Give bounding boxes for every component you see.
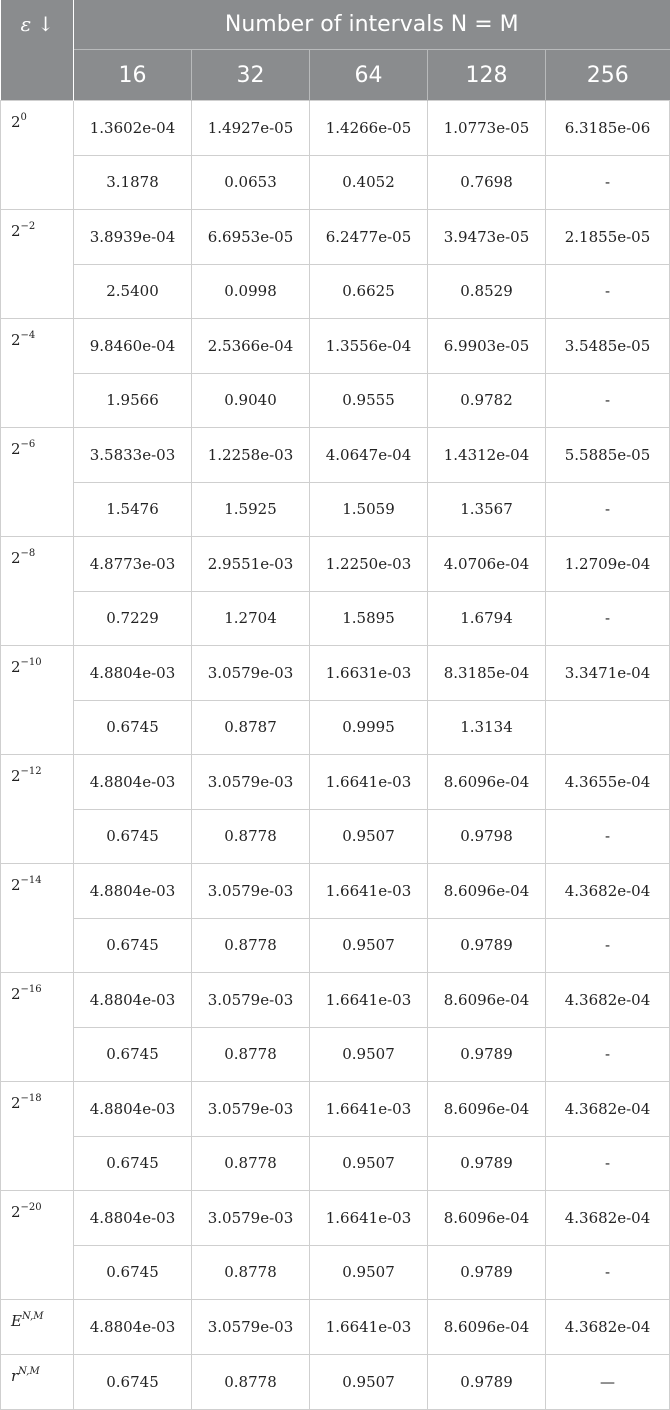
rate-cell: 0.4052	[310, 155, 428, 210]
epsilon-error-row	[1, 755, 670, 810]
error-cell: 1.2709e-04	[546, 537, 670, 592]
rate-cell: 0.8778	[192, 809, 310, 864]
epsilon-rate-row	[1, 1245, 670, 1300]
rate-cell: 3.1878	[74, 155, 192, 210]
epsilon-label	[1, 1082, 74, 1137]
error-cell: 6.3185e-06	[546, 101, 670, 156]
max-error-cell: 8.6096e-04	[428, 1300, 546, 1355]
epsilon-label-empty	[1, 482, 74, 537]
epsilon-rate-row	[1, 918, 670, 973]
epsilon-error-row	[1, 1082, 670, 1137]
epsilon-exponent: −6	[20, 439, 36, 450]
rate-cell: -	[546, 809, 670, 864]
epsilon-label-empty	[1, 373, 74, 428]
error-cell: 4.8773e-03	[74, 537, 192, 592]
epsilon-exponent: 0	[20, 112, 27, 123]
epsilon-base: 2	[11, 985, 21, 1003]
max-error-row	[1, 1300, 670, 1355]
rate-cell: 0.8778	[192, 1355, 310, 1410]
epsilon-label-empty	[1, 1245, 74, 1300]
rate-cell: 0.6745	[74, 700, 192, 755]
epsilon-label	[1, 428, 74, 483]
rate-cell: 1.5925	[192, 482, 310, 537]
rate-cell: 0.9789	[428, 1136, 546, 1191]
epsilon-rate-row	[1, 373, 670, 428]
epsilon-rate-row	[1, 482, 670, 537]
error-cell: 5.5885e-05	[546, 428, 670, 483]
error-cell: 3.3471e-04	[546, 646, 670, 701]
epsilon-label-empty	[1, 700, 74, 755]
epsilon-rate-row	[1, 155, 670, 210]
error-cell: 6.9903e-05	[428, 319, 546, 374]
error-cell: 1.3602e-04	[74, 101, 192, 156]
max-error-symbol: E	[11, 1312, 22, 1330]
error-cell: 1.2258e-03	[192, 428, 310, 483]
rate-cell: 0.8778	[192, 1136, 310, 1191]
error-cell: 4.3682e-04	[546, 973, 670, 1028]
epsilon-error-row	[1, 537, 670, 592]
error-cell: 4.3655e-04	[546, 755, 670, 810]
error-cell: 6.2477e-05	[310, 210, 428, 265]
error-cell: 2.5366e-04	[192, 319, 310, 374]
epsilon-exponent: −12	[20, 766, 42, 777]
error-cell: 3.0579e-03	[192, 1082, 310, 1137]
epsilon-label	[1, 1191, 74, 1246]
epsilon-exponent: −8	[20, 548, 36, 559]
error-cell: 3.9473e-05	[428, 210, 546, 265]
rate-cell: 0.9507	[310, 1027, 428, 1082]
epsilon-base: 2	[11, 1094, 21, 1112]
error-cell: 8.3185e-04	[428, 646, 546, 701]
rate-cell: 0.9798	[428, 809, 546, 864]
error-cell: 1.6641e-03	[310, 864, 428, 919]
rate-cell: 0.9789	[428, 1355, 546, 1410]
rate-cell	[546, 700, 670, 755]
error-cell: 3.0579e-03	[192, 973, 310, 1028]
n-header-256: 256	[546, 50, 670, 101]
rate-cell: 0.0998	[192, 264, 310, 319]
error-cell: 1.2250e-03	[310, 537, 428, 592]
max-error-cell: 3.0579e-03	[192, 1300, 310, 1355]
max-error-cell: 1.6641e-03	[310, 1300, 428, 1355]
epsilon-label-empty	[1, 809, 74, 864]
max-error-cell: 4.8804e-03	[74, 1300, 192, 1355]
rate-cell: 0.8529	[428, 264, 546, 319]
intervals-group-header: Number of intervals N = M	[74, 0, 670, 50]
rate-cell: -	[546, 1027, 670, 1082]
rate-cell: 0.9782	[428, 373, 546, 428]
epsilon-label	[1, 319, 74, 374]
rate-cell: 2.5400	[74, 264, 192, 319]
epsilon-label	[1, 973, 74, 1028]
error-cell: 1.6641e-03	[310, 1082, 428, 1137]
epsilon-exponent: −10	[20, 657, 42, 668]
epsilon-rate-row	[1, 264, 670, 319]
rate-cell: 0.7698	[428, 155, 546, 210]
epsilon-label	[1, 864, 74, 919]
table-header	[1, 0, 670, 101]
rate-cell: -	[546, 155, 670, 210]
rate-cell: 1.2704	[192, 591, 310, 646]
error-cell: 3.0579e-03	[192, 755, 310, 810]
rate-row-summary	[1, 1355, 670, 1410]
n-header-128: 128	[428, 50, 546, 101]
error-cell: 4.8804e-03	[74, 646, 192, 701]
error-cell: 8.6096e-04	[428, 864, 546, 919]
epsilon-label	[1, 755, 74, 810]
error-cell: 1.0773e-05	[428, 101, 546, 156]
error-cell: 4.3682e-04	[546, 1191, 670, 1246]
epsilon-exponent: −4	[20, 330, 36, 341]
error-cell: 4.3682e-04	[546, 1082, 670, 1137]
rate-cell: 1.3567	[428, 482, 546, 537]
epsilon-symbol: ε	[20, 12, 32, 36]
rate-cell: -	[546, 264, 670, 319]
error-cell: 3.8939e-04	[74, 210, 192, 265]
rate-cell: 1.9566	[74, 373, 192, 428]
rate-cell: -	[546, 918, 670, 973]
error-cell: 4.8804e-03	[74, 973, 192, 1028]
rate-cell: 1.3134	[428, 700, 546, 755]
rate-cell: 0.9789	[428, 918, 546, 973]
error-cell: 8.6096e-04	[428, 973, 546, 1028]
rate-cell: 0.6625	[310, 264, 428, 319]
down-arrow-icon: ↓	[37, 12, 54, 36]
epsilon-exponent: −20	[20, 1202, 42, 1213]
rate-cell: 1.5895	[310, 591, 428, 646]
epsilon-error-row	[1, 319, 670, 374]
rate-cell: 1.5476	[74, 482, 192, 537]
error-cell: 4.3682e-04	[546, 864, 670, 919]
epsilon-error-row	[1, 210, 670, 265]
epsilon-base: 2	[11, 549, 21, 567]
rate-cell: 0.8778	[192, 1027, 310, 1082]
rate-cell: 0.9507	[310, 1245, 428, 1300]
error-cell: 8.6096e-04	[428, 1191, 546, 1246]
rate-cell: 0.9789	[428, 1245, 546, 1300]
error-cell: 3.5833e-03	[74, 428, 192, 483]
error-cell: 1.6641e-03	[310, 973, 428, 1028]
error-cell: 1.4927e-05	[192, 101, 310, 156]
epsilon-exponent: −16	[20, 984, 42, 995]
epsilon-error-row	[1, 646, 670, 701]
error-cell: 3.0579e-03	[192, 646, 310, 701]
epsilon-base: 2	[11, 331, 21, 349]
epsilon-label	[1, 646, 74, 701]
epsilon-rate-row	[1, 700, 670, 755]
rate-cell: —	[546, 1355, 670, 1410]
epsilon-rate-row	[1, 591, 670, 646]
rate-cell: 0.9507	[310, 809, 428, 864]
rate-cell: 0.6745	[74, 1355, 192, 1410]
rate-cell: 0.8778	[192, 918, 310, 973]
table-body	[1, 101, 670, 1410]
epsilon-base: 2	[11, 440, 21, 458]
error-cell: 4.0647e-04	[310, 428, 428, 483]
epsilon-rate-row	[1, 809, 670, 864]
epsilon-base: 2	[11, 767, 21, 785]
epsilon-label-empty	[1, 591, 74, 646]
error-cell: 4.8804e-03	[74, 1082, 192, 1137]
epsilon-label-empty	[1, 1136, 74, 1191]
epsilon-base: 2	[11, 876, 21, 894]
max-error-cell: 4.3682e-04	[546, 1300, 670, 1355]
epsilon-label	[1, 210, 74, 265]
epsilon-error-row	[1, 864, 670, 919]
epsilon-label	[1, 101, 74, 156]
epsilon-base: 2	[11, 222, 21, 240]
error-cell: 8.6096e-04	[428, 1082, 546, 1137]
error-cell: 4.8804e-03	[74, 864, 192, 919]
rate-cell: 0.9555	[310, 373, 428, 428]
rate-cell: 1.5059	[310, 482, 428, 537]
n-header-64: 64	[310, 50, 428, 101]
error-cell: 1.6641e-03	[310, 1191, 428, 1246]
epsilon-error-row	[1, 101, 670, 156]
error-cell: 3.0579e-03	[192, 1191, 310, 1246]
epsilon-exponent: −2	[20, 221, 36, 232]
rate-label	[1, 1355, 74, 1410]
rate-cell: 0.6745	[74, 809, 192, 864]
rate-cell: 0.6745	[74, 1245, 192, 1300]
epsilon-base: 2	[11, 1203, 21, 1221]
error-cell: 1.6631e-03	[310, 646, 428, 701]
rate-cell: 0.9507	[310, 1136, 428, 1191]
n-header-16: 16	[74, 50, 192, 101]
epsilon-base: 2	[11, 658, 21, 676]
rate-symbol: r	[11, 1367, 19, 1385]
rate-cell: -	[546, 1136, 670, 1191]
epsilon-column-header	[1, 0, 74, 101]
epsilon-rate-row	[1, 1136, 670, 1191]
error-cell: 3.5485e-05	[546, 319, 670, 374]
epsilon-label	[1, 537, 74, 592]
epsilon-exponent: −18	[20, 1093, 42, 1104]
rate-cell: 0.9507	[310, 1355, 428, 1410]
rate-cell: 0.8787	[192, 700, 310, 755]
rate-cell: -	[546, 591, 670, 646]
max-error-label	[1, 1300, 74, 1355]
epsilon-rate-row	[1, 1027, 670, 1082]
rate-cell: 0.6745	[74, 1136, 192, 1191]
error-cell: 9.8460e-04	[74, 319, 192, 374]
error-cell: 8.6096e-04	[428, 755, 546, 810]
epsilon-error-row	[1, 973, 670, 1028]
rate-cell: 0.6745	[74, 1027, 192, 1082]
error-cell: 1.3556e-04	[310, 319, 428, 374]
error-cell: 1.4312e-04	[428, 428, 546, 483]
rate-cell: -	[546, 1245, 670, 1300]
error-cell: 4.8804e-03	[74, 755, 192, 810]
error-cell: 3.0579e-03	[192, 864, 310, 919]
max-error-superscript: N,M	[21, 1311, 44, 1322]
epsilon-label-empty	[1, 155, 74, 210]
error-cell: 4.0706e-04	[428, 537, 546, 592]
rate-cell: 0.9789	[428, 1027, 546, 1082]
rate-cell: 0.0653	[192, 155, 310, 210]
error-cell: 2.1855e-05	[546, 210, 670, 265]
n-header-32: 32	[192, 50, 310, 101]
epsilon-exponent: −14	[20, 875, 42, 886]
epsilon-label-empty	[1, 1027, 74, 1082]
rate-cell: 1.6794	[428, 591, 546, 646]
epsilon-error-row	[1, 428, 670, 483]
epsilon-base: 2	[11, 113, 21, 131]
error-cell: 2.9551e-03	[192, 537, 310, 592]
epsilon-label-empty	[1, 918, 74, 973]
rate-superscript: N,M	[18, 1366, 40, 1377]
rate-cell: 0.9995	[310, 700, 428, 755]
rate-cell: 0.8778	[192, 1245, 310, 1300]
rate-cell: 0.9507	[310, 918, 428, 973]
epsilon-label-empty	[1, 264, 74, 319]
error-cell: 1.6641e-03	[310, 755, 428, 810]
rate-cell: -	[546, 373, 670, 428]
error-cell: 1.4266e-05	[310, 101, 428, 156]
rate-cell: 0.7229	[74, 591, 192, 646]
rate-cell: 0.6745	[74, 918, 192, 973]
rate-cell: 0.9040	[192, 373, 310, 428]
error-cell: 6.6953e-05	[192, 210, 310, 265]
error-cell: 4.8804e-03	[74, 1191, 192, 1246]
rate-cell: -	[546, 482, 670, 537]
epsilon-error-row	[1, 1191, 670, 1246]
